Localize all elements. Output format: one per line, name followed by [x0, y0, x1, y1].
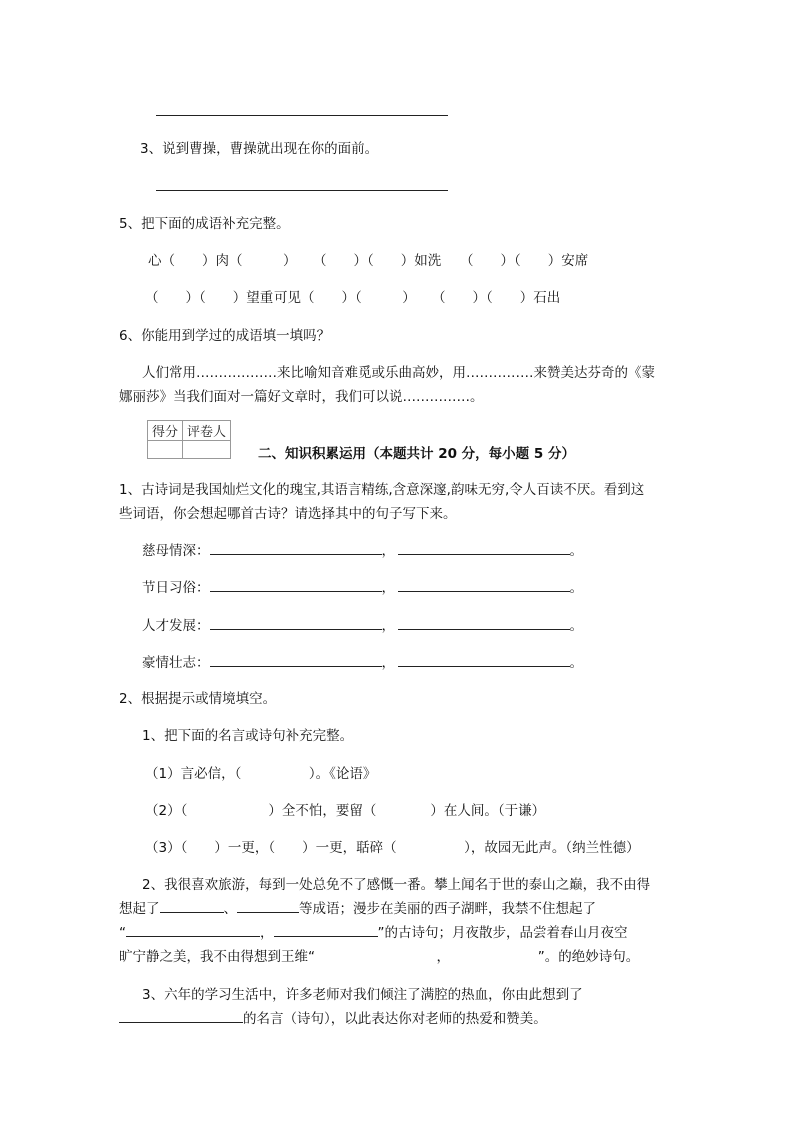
answer-blank[interactable] [210, 577, 382, 592]
grader-header: 评卷人 [183, 421, 231, 441]
poem-row [142, 539, 583, 559]
paragraph-3-line [119, 1007, 547, 1027]
paragraph-3-line: 3、六年的学习生活中，许多老师对我们倾注了满腔的热血，你由此想到了 [142, 987, 583, 1003]
text-fragment: “ [119, 925, 126, 941]
idiom-item: （ ）（ ）石出 [432, 290, 561, 306]
poem-row-label: 慈母情深： [142, 543, 210, 559]
answer-blank[interactable] [160, 898, 224, 913]
paragraph-2-line: 2、我很喜欢旅游，每到一处总免不了感慨一番。攀上闻名于世的泰山之巅，我不由得 [142, 877, 651, 893]
answer-blank[interactable] [274, 922, 378, 937]
idiom-item: 可见（ ）（ ） [274, 290, 416, 306]
s2-question-2-title: 2、根据提示或情境填空。 [119, 691, 277, 707]
poem-row [142, 576, 583, 596]
answer-blank[interactable] [237, 898, 299, 913]
answer-blank[interactable] [398, 540, 570, 555]
answer-blank[interactable] [119, 1008, 243, 1023]
answer-blank[interactable] [398, 615, 570, 630]
score-header: 得分 [148, 421, 183, 441]
score-cell[interactable] [148, 441, 183, 459]
score-table [147, 420, 231, 459]
grader-cell[interactable] [183, 441, 231, 459]
poem-row [142, 651, 583, 671]
answer-line [156, 115, 448, 116]
text-fragment: 的名言（诗句），以此表达你对老师的热爱和赞美。 [243, 1011, 547, 1027]
poem-row-label: 人才发展： [142, 618, 210, 634]
question-3: 3、说到曹操，曹操就出现在你的面前。 [140, 141, 379, 157]
period: 。 [569, 580, 583, 596]
idiom-item: （ ）（ ）安席 [460, 253, 589, 269]
s2-question-1-line: 些词语，你会想起哪首古诗？请选择其中的句子写下来。 [119, 506, 457, 522]
question-6-line: 娜丽莎》当我们面对一篇好文章时，我们可以说……………。 [119, 389, 484, 405]
poem-row-label: 节日习俗： [142, 580, 210, 596]
question-6-title: 6、你能用到学过的成语填一填吗？ [119, 328, 331, 344]
paragraph-2-line [119, 921, 628, 941]
question-6-line: 人们常用………………来比喻知音难觅或乐曲高妙，用……………来赞美达芬奇的《蒙 [142, 365, 655, 381]
period: 。 [569, 655, 583, 671]
comma: ， [381, 618, 395, 634]
answer-line [156, 190, 448, 191]
quote-item: （2）（ ）全不怕，要留（ ）在人间。（于谦） [145, 803, 546, 819]
poem-row-label: 豪情壮志： [142, 655, 210, 671]
idiom-item: （ ）（ ）如洗 [313, 253, 442, 269]
answer-blank[interactable] [126, 922, 260, 937]
comma: ， [381, 580, 395, 596]
text-fragment: 、 [223, 901, 237, 917]
idiom-item: （ ）（ ）望重 [145, 290, 274, 306]
text-fragment: 想起了 [119, 901, 160, 917]
text-fragment: ， [260, 925, 274, 941]
question-5-title: 5、把下面的成语补充完整。 [119, 216, 290, 232]
answer-blank[interactable] [210, 540, 382, 555]
comma: ， [381, 543, 395, 559]
answer-blank[interactable] [210, 652, 382, 667]
idiom-item: 心（ ）肉（ ） [148, 253, 297, 269]
paragraph-2-line [119, 897, 596, 917]
comma: ， [381, 655, 395, 671]
quote-item: （3）（ ）一更，（ ）一更，聒碎（ ），故园无此声。（纳兰性德） [145, 840, 640, 856]
text-fragment: 等成语；漫步在美丽的西子湖畔，我禁不住想起了 [299, 901, 596, 917]
answer-blank[interactable] [398, 577, 570, 592]
poem-row [142, 614, 583, 634]
s2-question-1-line: 1、古诗词是我国灿烂文化的瑰宝,其语言精练,含意深邃,韵味无穷,令人百读不厌。看到这 [119, 482, 645, 498]
quote-item: （1）言必信，（ ）。《论语》 [145, 766, 377, 782]
period: 。 [569, 543, 583, 559]
period: 。 [569, 618, 583, 634]
answer-blank[interactable] [398, 652, 570, 667]
text-fragment: ”的古诗句；月夜散步，品尝着春山月夜空 [377, 925, 628, 941]
paragraph-2-line: 旷宁静之美，我不由得想到王维“ ， ”。的绝妙诗句。 [119, 949, 640, 965]
s2-question-2-sub1: 1、把下面的名言或诗句补充完整。 [142, 728, 354, 744]
answer-blank[interactable] [210, 615, 382, 630]
section-2-title: 二、知识积累运用（本题共计 20 分，每小题 5 分） [258, 446, 575, 462]
